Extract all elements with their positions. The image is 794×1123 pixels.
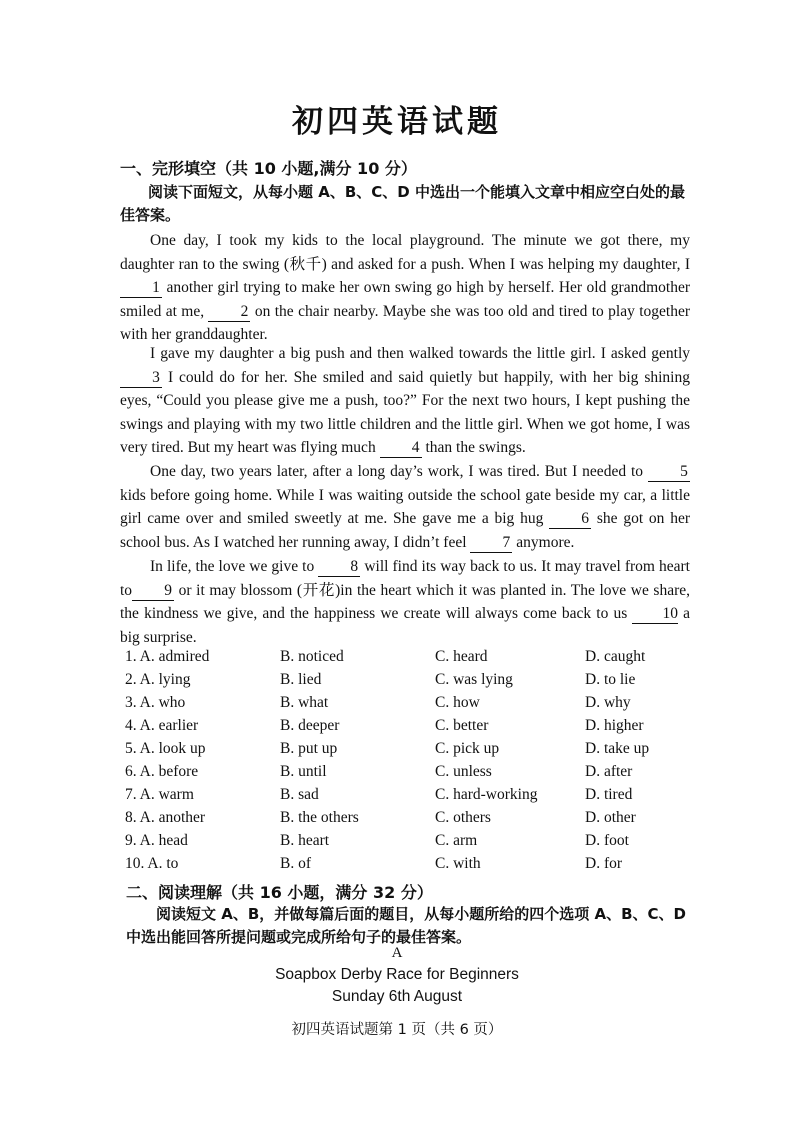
option-choice: 10. A. to bbox=[125, 855, 179, 872]
option-row-1 bbox=[125, 648, 685, 671]
option-choice: D. caught bbox=[585, 648, 646, 665]
option-row-5 bbox=[125, 740, 685, 763]
cloze-paragraph-2 bbox=[120, 342, 690, 460]
cloze-options bbox=[125, 648, 685, 878]
option-choice: D. why bbox=[585, 694, 631, 711]
cloze-paragraph-4 bbox=[120, 555, 690, 649]
paragraph-text: kids before going home. While I was waiting outside the school gate beside my car, a little girl came over and smiled sweetly at me. She gave me a big hug bbox=[120, 486, 690, 527]
option-choice: C. better bbox=[435, 717, 489, 734]
option-choice: 4. A. earlier bbox=[125, 717, 199, 734]
option-choice: B. noticed bbox=[280, 648, 344, 665]
option-choice: C. hard-working bbox=[435, 786, 538, 803]
option-choice: B. deeper bbox=[280, 717, 340, 734]
option-choice: C. how bbox=[435, 694, 480, 711]
paragraph-text: on the chair nearby. Maybe she was too old and tired to play together with her granddaughter. bbox=[120, 302, 691, 343]
option-row-4 bbox=[125, 717, 685, 740]
paragraph-text: she got on her school bus. As I watched her running away, I didn’t feel bbox=[120, 510, 691, 551]
option-choice: C. pick up bbox=[435, 740, 500, 757]
page-footer: 初四英语试题第 1 页（共 6 页） bbox=[291, 1022, 503, 1038]
option-row-9 bbox=[125, 832, 685, 855]
paragraph-text: I could do for her. She smiled and said quietly but happily, with her big shining eyes, “Could you please give me a push, too?” For the next two hours, I kept pushing the swings and playing with my two little children and the little girl. When we got home, I was very tired. But my heart was flying much bbox=[120, 368, 690, 456]
option-choice: D. take up bbox=[585, 740, 650, 757]
option-row-3 bbox=[125, 694, 685, 717]
option-choice: 8. A. another bbox=[125, 809, 206, 826]
paragraph-text: will find its way back to us. It may travel from heart to bbox=[120, 558, 690, 599]
option-choice: B. of bbox=[280, 855, 311, 872]
cloze-blank-10: 10 bbox=[632, 605, 678, 624]
option-choice: 3. A. who bbox=[125, 694, 186, 711]
option-choice: B. lied bbox=[280, 671, 322, 688]
option-choice: 9. A. head bbox=[125, 832, 188, 849]
option-choice: 2. A. lying bbox=[125, 671, 191, 688]
option-choice: 6. A. before bbox=[125, 763, 199, 780]
article-date: Sunday 6th August bbox=[331, 988, 463, 1005]
option-choice: 7. A. warm bbox=[125, 786, 194, 803]
article-letter: A bbox=[391, 945, 403, 961]
option-row-2 bbox=[125, 671, 685, 694]
article-title: Soapbox Derby Race for Beginners bbox=[275, 966, 519, 983]
option-row-10 bbox=[125, 855, 685, 878]
page-title: 初四英语试题 bbox=[292, 104, 502, 140]
paragraph-text: a big surprise. bbox=[120, 605, 690, 646]
paragraph-text: anymore. bbox=[512, 533, 575, 551]
option-choice: D. higher bbox=[585, 717, 644, 734]
paragraph-text: than the swings. bbox=[421, 439, 526, 456]
option-row-7 bbox=[125, 786, 685, 809]
paragraph-text: another girl trying to make her own swing go high by herself. Her old grandmother smiled at me, bbox=[120, 279, 690, 320]
cloze-blank-3: 3 bbox=[120, 369, 162, 388]
cloze-blank-2: 2 bbox=[208, 303, 250, 322]
paragraph-text: I gave my daughter a big push and then walked towards the little girl. I asked gently bbox=[150, 345, 690, 362]
option-choice: B. until bbox=[280, 763, 327, 780]
option-row-8 bbox=[125, 809, 685, 832]
option-choice: D. for bbox=[585, 855, 623, 872]
option-choice: 5. A. look up bbox=[125, 740, 206, 757]
option-choice: C. heard bbox=[435, 648, 488, 665]
option-choice: D. other bbox=[585, 809, 636, 826]
cloze-paragraph-3 bbox=[120, 460, 690, 554]
paragraph-text: In life, the love we give to bbox=[150, 558, 319, 575]
cloze-blank-7: 7 bbox=[470, 534, 512, 553]
section-2-instruction: 阅读短文 A、B，并做每篇后面的题目，从每小题所给的四个选项 A、B、C、D 中选出能回答所提问题或完成所给句子的最佳答案。 bbox=[126, 905, 686, 946]
option-choice: C. was lying bbox=[435, 671, 513, 688]
section-1-heading: 一、完形填空（共 10 小题,满分 10 分） bbox=[120, 159, 417, 178]
cloze-blank-8: 8 bbox=[318, 558, 360, 577]
option-choice: D. after bbox=[585, 763, 633, 780]
cloze-blank-1: 1 bbox=[120, 279, 162, 298]
option-choice: C. with bbox=[435, 855, 481, 872]
cloze-blank-5: 5 bbox=[648, 463, 690, 482]
option-choice: D. foot bbox=[585, 832, 629, 849]
cloze-blank-6: 6 bbox=[549, 510, 591, 529]
option-choice: D. to lie bbox=[585, 671, 636, 688]
option-choice: B. heart bbox=[280, 832, 330, 849]
paragraph-text: One day, I took my kids to the local playground. The minute we got there, my daughter ran to the swing (秋千) and asked for a push. When I was helping my daughter, I bbox=[120, 232, 690, 273]
cloze-blank-4: 4 bbox=[380, 439, 422, 458]
option-choice: B. what bbox=[280, 694, 329, 711]
option-choice: B. the others bbox=[280, 809, 359, 826]
paragraph-text: One day, two years later, after a long day’s work, I was tired. But I needed to bbox=[150, 463, 648, 480]
option-choice: 1. A. admired bbox=[125, 648, 210, 665]
cloze-paragraph-1 bbox=[120, 229, 690, 347]
option-choice: B. put up bbox=[280, 740, 338, 757]
cloze-blank-9: 9 bbox=[132, 582, 174, 601]
option-choice: C. others bbox=[435, 809, 491, 826]
section-2-heading: 二、阅读理解（共 16 小题，满分 32 分） bbox=[126, 883, 433, 902]
option-choice: B. sad bbox=[280, 786, 319, 803]
option-choice: D. tired bbox=[585, 786, 633, 803]
option-choice: C. arm bbox=[435, 832, 478, 849]
paragraph-text: or it may blossom (开花)in the heart which it was planted in. The love we share, the kindness we give, and the happiness we create will always come back to us bbox=[120, 581, 690, 622]
option-row-6 bbox=[125, 763, 685, 786]
option-choice: C. unless bbox=[435, 763, 492, 780]
section-1-instruction: 阅读下面短文，从每小题 A、B、C、D 中选出一个能填入文章中相应空白处的最佳答案。 bbox=[120, 183, 685, 224]
